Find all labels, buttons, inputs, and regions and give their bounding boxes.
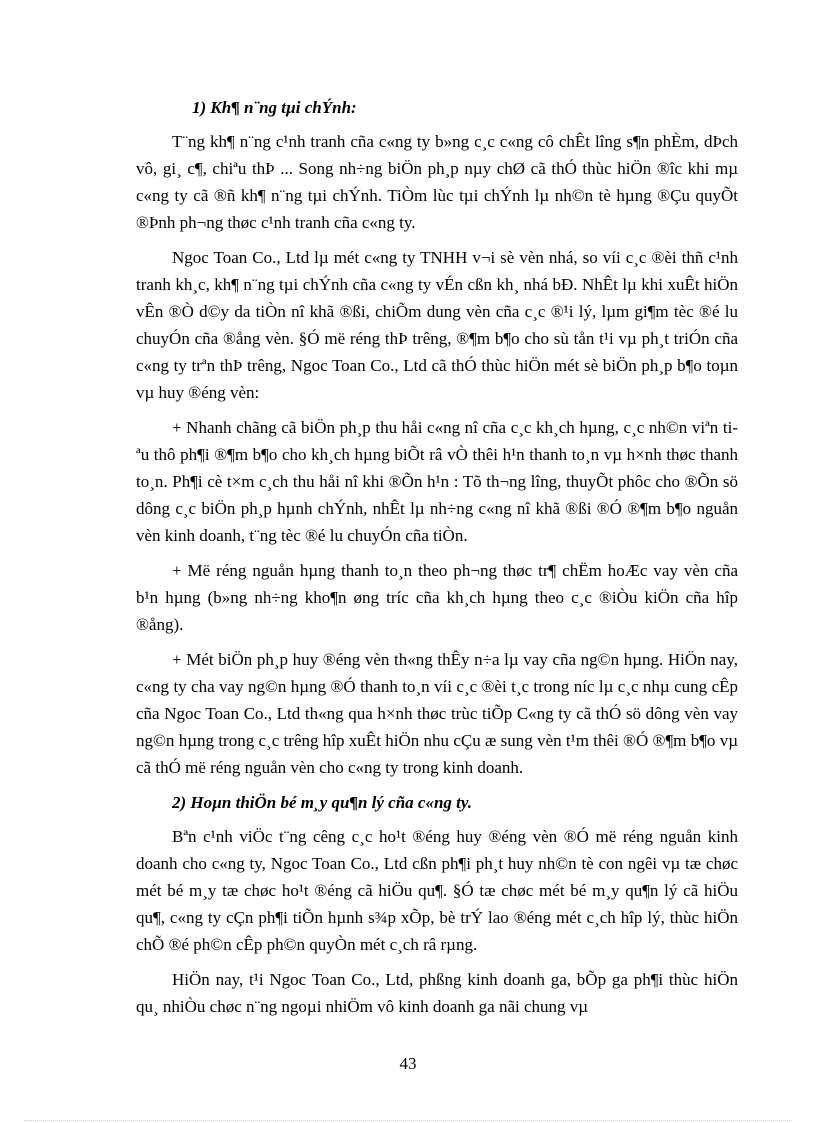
section-heading-management: 2) Hoµn thiÖn bé m¸y qu¶n lý cña c«ng ty. [172,793,473,812]
paragraph-bullet: + Nhanh chãng cã biÖn ph¸p thu håi c«ng nî cña c¸c kh¸ch hµng, c¸c nh©n viªn tiªu thô ph¶i ®¶m b¶o cho kh¸ch hµng biÕt râ vÒ thêi h¹n thanh to¸n vµ h×nh thøc thanh to¸n. Ph¶i cè t×m c¸ch thu håi nî khi ®Õn h¹n : Tõ th¬ng lîng, thuyÕt phôc cho ®Õn sö dông c¸c biÖn ph¸p hµnh chÝnh, nhÊt lµ nh÷ng c«ng nî khã ®ßi ®Ó ®¶m b¶o nguån vèn kinh doanh, t¨ng tèc ®é lu chuyÓn cña tiÒn. [136,418,738,545]
section-heading-financial-capacity: 1) Kh¶ n¨ng tµi chÝnh: [192,98,357,117]
paragraph-bullet: + Më réng nguån hµng thanh to¸n theo ph¬ng thøc tr¶ chËm hoÆc vay vèn cña b¹n hµng (b»ng nh÷ng kho¶n øng tríc cña kh¸ch hµng theo c¸c ®iÒu kiÖn cña hîp ®ång). [136,561,738,634]
page-number: 43 [399,1054,417,1073]
paragraph: HiÖn nay, t¹i Ngoc Toan Co., Ltd, phßng kinh doanh ga, bÕp ga ph¶i thùc hiÖn qu¸ nhiÒu chøc n¨ng ngoµi nhiÖm vô kinh doanh ga nãi chung vµ [136,970,738,1016]
page-content [136,94,738,1028]
paragraph: Ngoc Toan Co., Ltd lµ mét c«ng ty TNHH v¬i sè vèn nhá, so víi c¸c ®èi thñ c¹nh tranh kh¸c, kh¶ n¨ng tµi chÝnh cña c«ng ty vÉn cßn kh¸ nhá bÐ. NhÊt lµ khi xuÊt hiÖn vÊn ®Ò d©y da tiÒn nî khã ®ßi, chiÕm dung vèn cña c¸c ®¹i lý, lµm gi¶m tèc ®é lu chuyÓn cña ®ång vèn. §Ó më réng thÞ trêng, ®¶m b¶o cho sù tån t¹i vµ ph¸t triÓn cña c«ng ty trªn thÞ trêng, Ngoc Toan Co., Ltd cã thÓ thùc hiÖn mét sè biÖn ph¸p b¶o toµn vµ huy ®éng vèn: [136,248,738,402]
paragraph-bullet: + Mét biÖn ph¸p huy ®éng vèn th«ng thÊy n÷a lµ vay cña ng©n hµng. HiÖn nay, c«ng ty cha vay ng©n hµng ®Ó thanh to¸n víi c¸c ®èi t¸c trong níc lµ c¸c nhµ cung cÊp cña Ngoc Toan Co., Ltd th«ng qua h×nh thøc trùc tiÕp C«ng ty cã thÓ sö dông vèn vay ng©n hµng trong c¸c trêng hîp xuÊt hiÖn nhu cÇu æ sung vèn t¹m thêi ®Ó ®¶m b¶o vµ cã thÓ më réng nguån vèn cho c«ng ty trong kinh doanh. [136,650,738,777]
paragraph: Bªn c¹nh viÖc t¨ng cêng c¸c ho¹t ®éng huy ®éng vèn ®Ó më réng nguån kinh doanh cho c«ng ty, Ngoc Toan Co., Ltd cßn ph¶i ph¸t huy nh©n tè con ngêi vµ tæ chøc mét bé m¸y tæ chøc ho¹t ®éng cã hiÖu qu¶. §Ó tæ chøc mét bé m¸y qu¶n lý cã hiÖu qu¶, c«ng ty cÇn ph¶i tiÕn hµnh s¾p xÕp, bè trÝ lao ®éng mét c¸ch hîp lý, thùc hiÖn chÕ ®é ph©n cÊp ph©n quyÒn mét c¸ch râ rµng. [136,827,738,954]
paragraph: T¨ng kh¶ n¨ng c¹nh tranh cña c«ng ty b»ng c¸c c«ng cô chÊt lîng s¶n phÈm, dÞch vô, gi¸ c¶, chiªu thÞ ... Song nh÷ng biÖn ph¸p nµy chØ cã thÓ thùc hiÖn ®îc khi mµ c«ng ty cã ®ñ kh¶ n¨ng tµi chÝnh. TiÒm lùc tµi chÝnh lµ nh©n tè hµng ®Çu quyÕt ®Þnh ph¬ng thøc c¹nh tranh cña c«ng ty. [136,132,738,232]
page-bottom-divider [24,1120,792,1121]
